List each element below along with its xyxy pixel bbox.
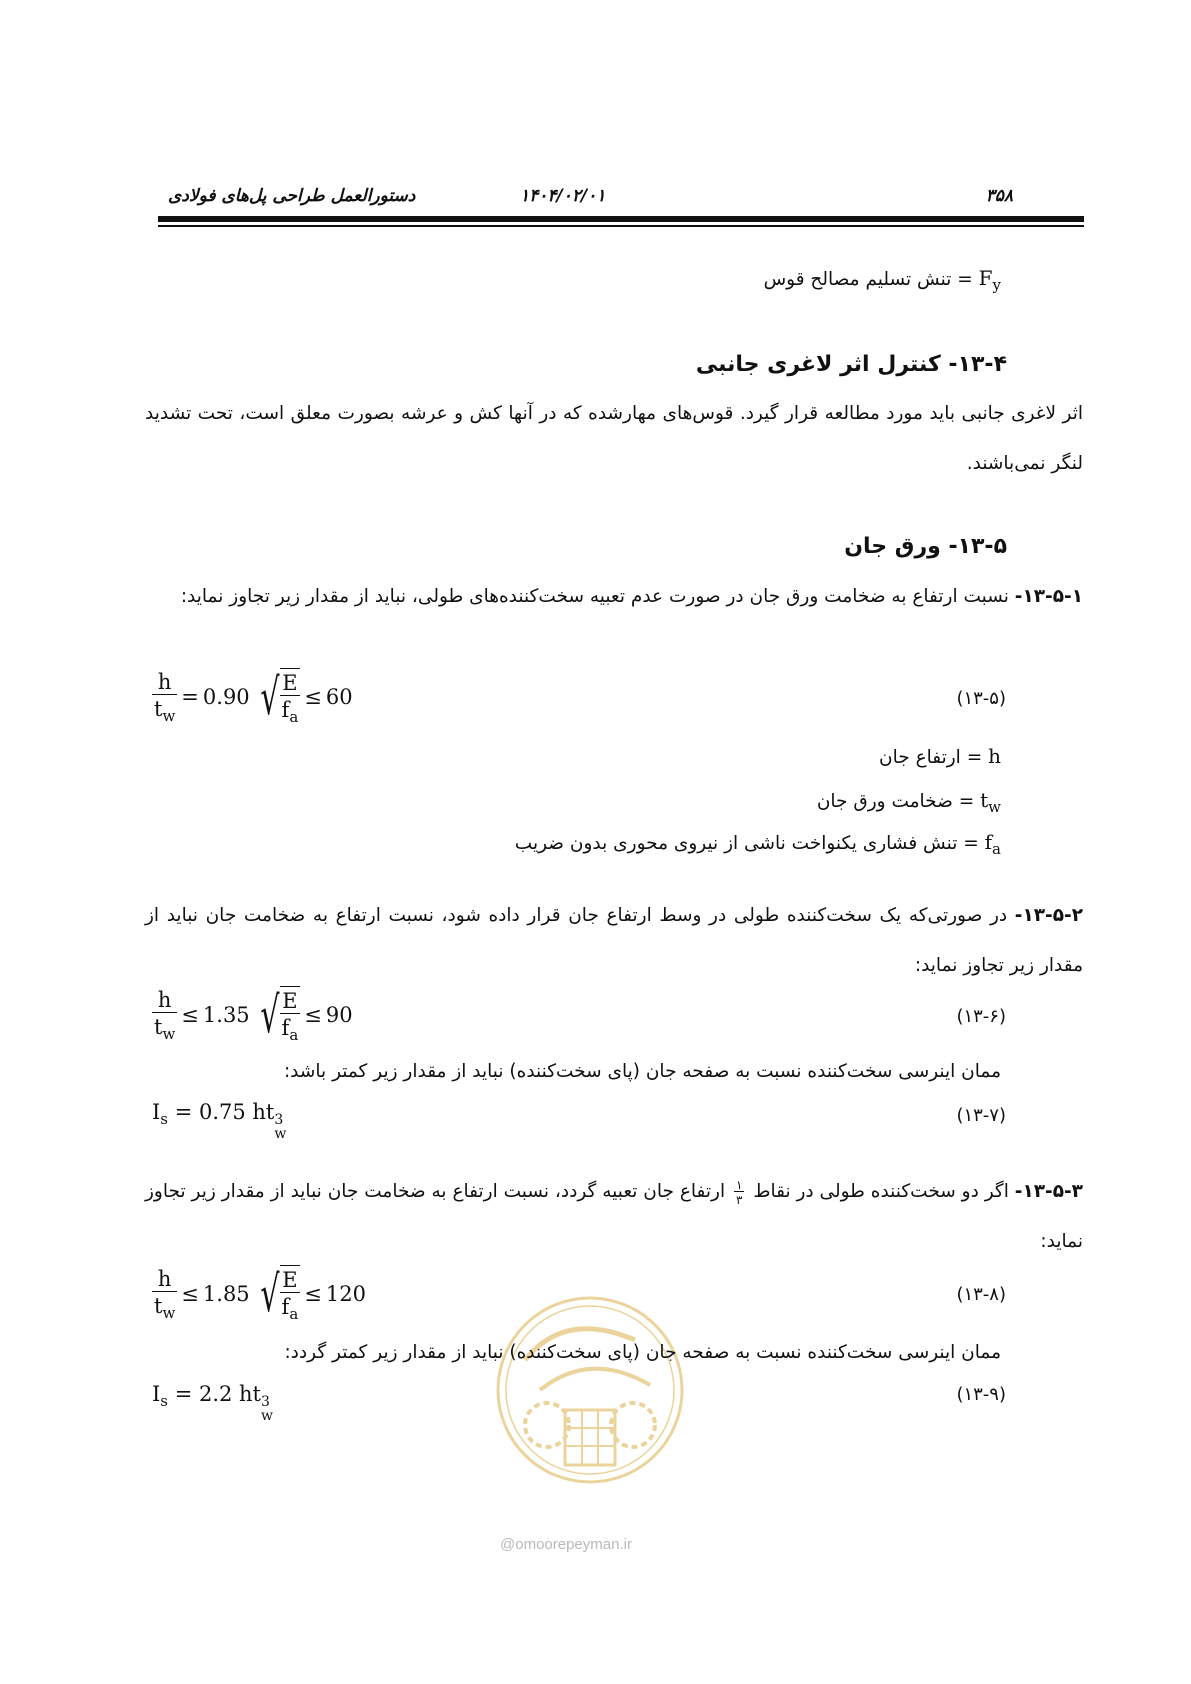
definition-symbol: $F_y$ (978, 266, 1001, 294)
equation-13-7: $I_s = 0.75$ ht 3 w (152, 1100, 287, 1142)
header-date: ۱۴۰۴/۰۲/۰۱ (520, 186, 606, 206)
definition-fy (764, 266, 1001, 294)
clause-13-5-3: ۱۳-۵-۳- اگر دو سخت‌کننده طولی در نقاط $\frac{۱}{۳}$ ارتفاع جان تعبیه گردد، نسبت ارتفاع به ضخامت جان نباید از مقدار زیر تجاوز نماید: (145, 1177, 1083, 1252)
equation-number-13-8: (۱۳-۸) (956, 1284, 1006, 1305)
equation-13-8: $\frac{h}{t_w}$ ≤ 1.85 √ $\frac{E}{f_a}$ ≤ 120 (154, 1265, 366, 1323)
inertia-requirement-1: ممان اینرسی سخت‌کننده نسبت به صفحه جان (پای سخت‌کننده) نباید از مقدار زیر کمتر باشد: (283, 1061, 1001, 1082)
clause-number: ۱۳-۵-۱- (1014, 586, 1083, 607)
section-paragraph-13-4: اثر لاغری جانبی باید مورد مطالعه قرار گیرد. قوس‌های مهارشده که در آنها کش و عرشه بصورت معلق است، تحت تشدید لنگر نمی‌باشند. (145, 403, 1083, 474)
definition-fa: = تنش فشاری یکنواخت ناشی از نیروی محوری بدون ضریب $f_a$ (514, 830, 1001, 858)
equation-13-6: $\frac{h}{t_w}$ ≤ 1.35 √ $\frac{E}{f_a}$ ≤ 90 (154, 986, 353, 1044)
definition-tw: = ضخامت ورق جان $t_w$ (816, 788, 1001, 816)
header-rule-thick (158, 216, 1084, 222)
equation-number-13-9: (۱۳-۹) (956, 1384, 1006, 1405)
equation-number-13-5: (۱۳-۵) (956, 688, 1006, 709)
section-heading-13-5: ۱۳-۵- ورق جان (844, 534, 1007, 559)
equation-13-5: $\frac{h}{t_w}$ = 0.90 √ $\frac{E}{f_a}$ ≤ 60 (154, 668, 353, 726)
equation-number-13-7: (۱۳-۷) (956, 1105, 1006, 1126)
clause-text: نسبت ارتفاع به ضخامت ورق جان در صورت عدم تعبیه سخت‌کننده‌های طولی، نباید از مقدار زیر تجاوز نماید: (180, 586, 1015, 607)
watermark-site: @omoorepeyman.ir (500, 1536, 632, 1553)
watermark-logo (485, 1290, 695, 1520)
definition-h: = ارتفاع جان h (879, 744, 1001, 768)
ratio-h-tw: $\frac{h}{t_w}$ (154, 669, 176, 725)
page-number: ۳۵۸ (985, 186, 1013, 206)
clause-13-5-2: ۱۳-۵-۲- در صورتی‌که یک سخت‌کننده طولی در وسط ارتفاع جان قرار داده شود، نسبت ارتفاع به ضخامت جان نباید از مقدار زیر تجاوز نماید: (145, 905, 1083, 976)
sqrt-e-over-fa: √ $\frac{E}{f_a}$ (260, 668, 299, 726)
equation-number-13-6: (۱۳-۶) (956, 1006, 1006, 1027)
inertia-requirement-2: ممان اینرسی سخت‌کننده نسبت به صفحه جان (پای سخت‌کننده) نباید از مقدار زیر کمتر گردد: (284, 1342, 1001, 1363)
equation-13-9: $I_s = 2.2$ ht 3 w (152, 1382, 273, 1424)
section-heading-13-4: ۱۳-۴- کنترل اثر لاغری جانبی (695, 352, 1007, 377)
clause-13-5-1 (145, 572, 1083, 622)
header-title: دستورالعمل طراحی پل‌های فولادی (168, 186, 416, 206)
header-rule-thin (158, 225, 1084, 227)
one-third-fraction: $\frac{۱}{۳}$ (736, 1177, 743, 1207)
definition-text: = تنش تسلیم مصالح قوس (763, 269, 973, 290)
